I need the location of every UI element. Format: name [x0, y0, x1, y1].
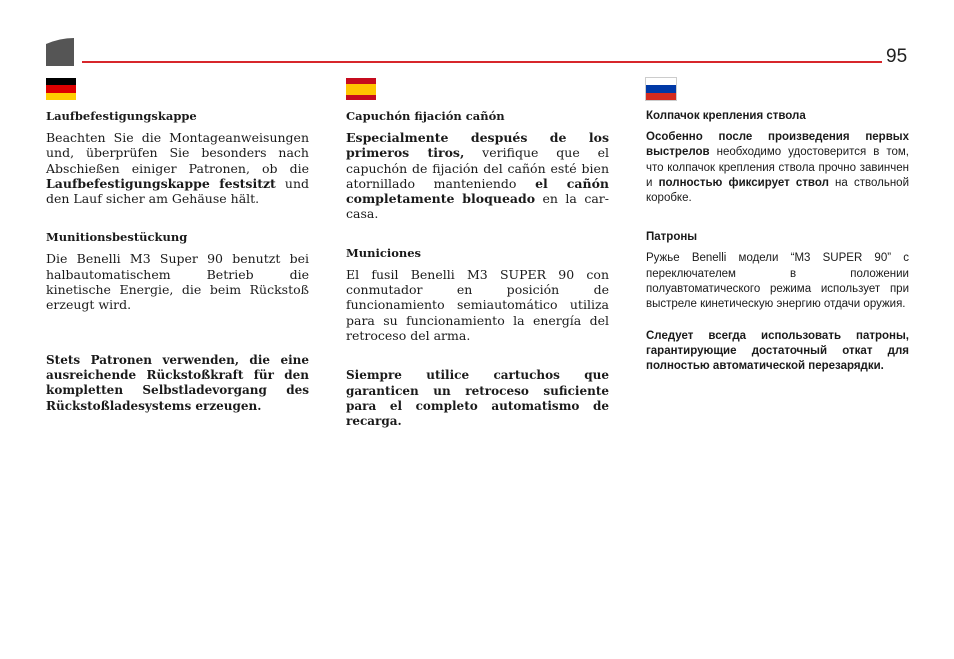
- section-heading-barrel-cap: Capuchón fijación cañón: [346, 109, 505, 123]
- emphasis-text: el cañón completamente bloqueado: [346, 175, 609, 207]
- russian-flag-icon: [646, 78, 676, 100]
- emphasis-text: Especialmente después de los primeros tiros,: [346, 130, 609, 161]
- column-russian: [646, 78, 909, 375]
- column-spanish: [346, 78, 609, 429]
- spanish-flag-icon: [346, 78, 376, 100]
- cartridge-warning: Следует всегда использовать патроны, гарантирующие достаточный откат для полностью автоматической перезарядки.: [646, 329, 909, 373]
- barrel-cap-paragraph: [346, 130, 609, 222]
- section-heading-barrel-cap: Laufbefestigungskappe: [46, 109, 197, 123]
- body-text: en la carcasa.: [346, 191, 609, 222]
- body-text: Beachten Sie die Montageanweisungen und, überprüfen Sie besonders nach Abschießen einiger Patronen, ob die: [46, 130, 309, 176]
- emphasis-text: Laufbefestigungskappe festsitzt: [46, 175, 276, 191]
- barrel-cap-paragraph: [46, 130, 309, 206]
- body-text: необходимо удостоверится в том, что колпачок крепления ствола прочно завинчен и: [646, 146, 909, 189]
- body-text: verifique que el capuchón de fijación del cañón esté bien atornillado manteniendo: [346, 145, 609, 191]
- ammunition-paragraph: El fusil Benelli M3 SUPER 90 con conmutador en posición de funcionamiento semiautomático utiliza para su funcionamiento la energía del retroceso del arma.: [346, 266, 609, 343]
- ammunition-paragraph: Die Benelli M3 Super 90 benutzt bei halbautomatischem Betrieb die kinetische Energie, die beim Rückstoß erzeugt wird.: [46, 251, 309, 313]
- german-flag-icon: [46, 78, 76, 100]
- page-number: 95: [886, 46, 908, 67]
- column-german: [46, 78, 309, 414]
- emphasis-text: полностью фиксирует ствол: [658, 176, 829, 189]
- section-heading-ammunition: Municiones: [346, 245, 422, 260]
- section-heading-ammunition: Munitionsbestückung: [46, 230, 188, 245]
- section-heading-barrel-cap: Колпачок крепления ствола: [646, 110, 806, 122]
- header-rule: [82, 61, 882, 63]
- body-text: und den Lauf sicher am Gehäuse hält.: [46, 175, 310, 207]
- barrel-cap-paragraph: [646, 130, 909, 206]
- cartridge-warning: Siempre utilice cartuchos que garanticen un retroceso suficiente para el completo automatismo de recarga.: [346, 368, 609, 429]
- brand-logo-icon: [46, 38, 74, 66]
- cartridge-warning: Stets Patronen verwenden, die eine ausreichende Rückstoßkraft für den kompletten Selbstladevorgang des Rückstoßladesystems erzeugen.: [46, 352, 309, 413]
- body-text: на ствольной коробке.: [646, 176, 909, 205]
- section-heading-ammunition: Патроны: [646, 231, 698, 244]
- ammunition-paragraph: Ружье Benelli модели “M3 SUPER 90” с переключателем в положении полуавтоматического режима использует при выстреле кинетическую энергию отдачи оружия.: [646, 252, 909, 311]
- emphasis-text: Особенно после произведения первых выстрелов: [646, 131, 909, 159]
